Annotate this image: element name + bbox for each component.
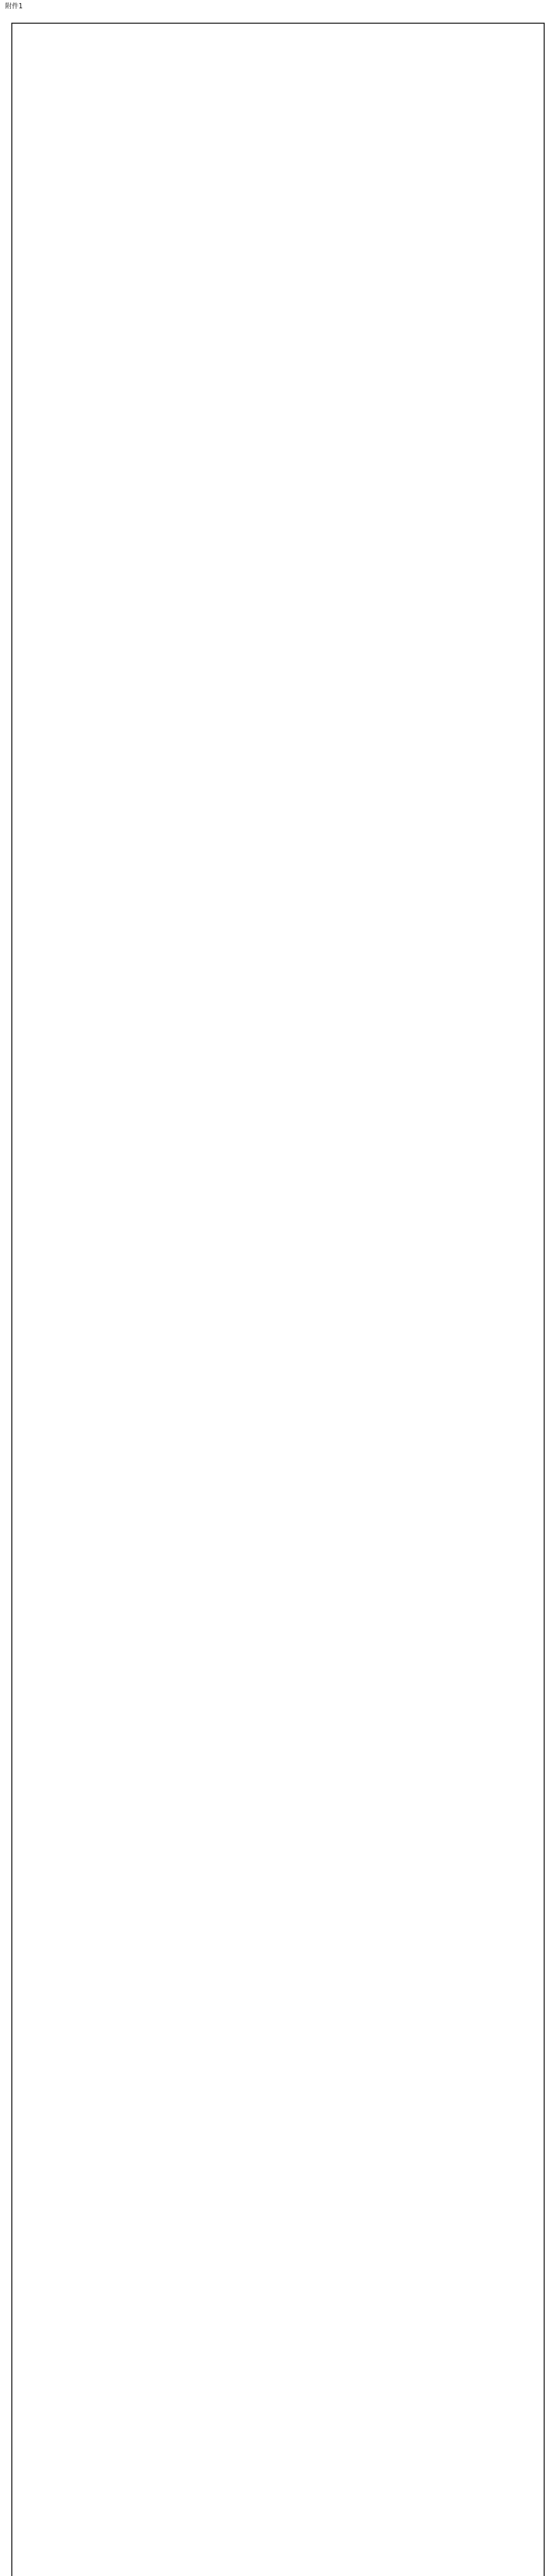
positions-table-container	[11, 23, 545, 2576]
attachment-label: 附件1	[5, 3, 23, 10]
